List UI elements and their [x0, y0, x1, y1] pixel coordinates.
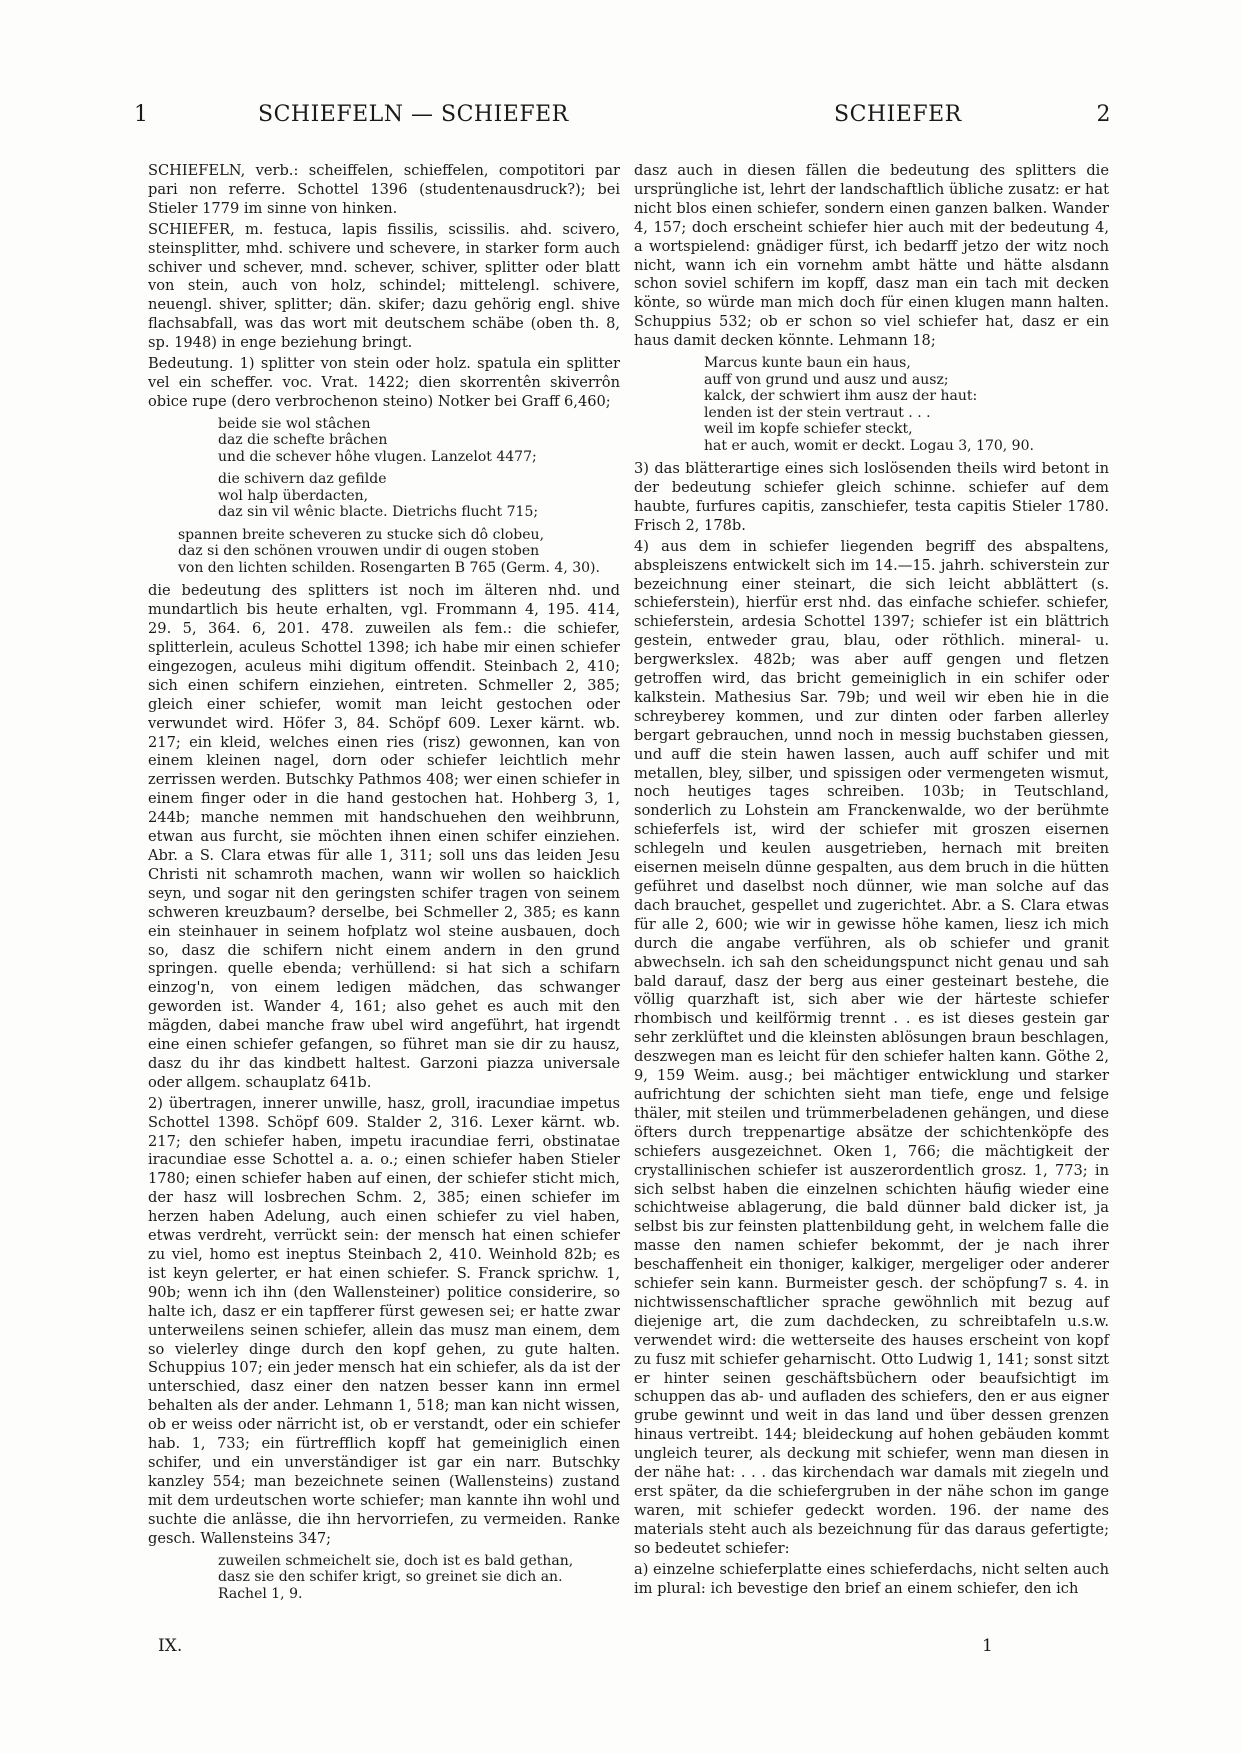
quote-lanzelot: beide sie wol stâchen daz die schefte brâchen und die schever hôhe vlugen. Lanzelot 4477;: [218, 415, 537, 465]
meaning-2-continued: dasz auch in diesen fällen die bedeutung des splitters die ursprüngliche ist, lehrt der landschaftlich übliche zusatz: er hat nicht blos einen schiefer, sondern einen ganzen balken. Wander 4, 157; doch erscheint schiefer hier auch mit der bedeutung 4, a wortspielend: gnädiger fürst, ich bedarff jetzo der witz noch nicht, wann ich ein vornehm ambt hätte und hätte alsdann schon soviel schifern im kopff, dasz man ein tach mit decken könte, so würde man mich doch für einen klugen mann halten. Schuppius 532; ob er schon so viel schiefer hat, dasz er ein haus damit decken könnte. Lehmann 18;: [634, 162, 1109, 350]
left-running-head: SCHIEFELN — SCHIEFER: [258, 102, 569, 127]
left-page-number: 1: [134, 102, 149, 127]
signature-mark: IX.: [158, 1636, 183, 1656]
meaning-4a: a) einzelne schieferplatte eines schieferdachs, nicht selten auch im plural: ich bevestige den brief an einem schiefer, den ich: [634, 1560, 1109, 1597]
page-header: [130, 102, 1111, 132]
right-column: [634, 162, 1109, 1598]
right-running-head: SCHIEFER: [834, 102, 962, 127]
meaning-3: 3) das blätterartige eines sich loslösenden theils wird betont in der bedeutung schiefer gleich schinne. schiefer auf dem haubte, furfures capitis, zanschiefer, testa capitis Stieler 1780. Frisch 2, 178b.: [634, 460, 1109, 534]
quote-logau: Marcus kunte baun ein haus, auff von grund und ausz und ausz; kalck, der schwiert ihm ausz der haut: lenden ist der stein vertraut . . . weil im kopfe schiefer steckt, hat er auch, womit er deckt. Logau 3, 170, 90.: [704, 355, 1034, 454]
meaning-4: 4) aus dem in schiefer liegenden begriff des abspaltens, abspleiszens entwickelt sich im 14.—15. jahrh. schiverstein zur bezeichnung einer steinart, die sich leicht abblättert (s. schieferstein), hierfür erst nhd. das einfache schiefer. schiefer, schieferstein, ardesia Schottel 1397; schiefer ist ein blättrich gestein, entweder grau, blau, oder röthlich. mineral- u. bergwerkslex. 482b; was aber auff gengen und fletzen getroffen wird, das bricht gemeiniglich in ein schifer oder kalkstein. Mathesius Sar. 79b; und weil wir eben hie in die schreyberey kommen, und zur dinten oder farben allerley bergart gebrauchen, unnd noch in messig buchstaben giessen, und auff die stein hawen lassen, auch auff schifer und mit metallen, bley, silber, und spissigen oder vermengeten wismut, noch heutiges tages schreiben. 103b; in Teutschland, sonderlich zu Lohstein am Franckenwalde, wo der berühmte schieferfels ist, wird der schiefer mit groszen eisernen schlegeln und keulen ausgetrieben, hernach mit breiten eisernen meiseln dünne gespalten, aus dem bruch in die hütten geführet und daselbst noch dünner, wie man solche auf das dach brauchet, gespellet und zugerichtet. Abr. a S. Clara etwas für alle 2, 600; wie wir in gewisse höhe kamen, liesz ich mich durch die angabe verführen, als ob schiefer und granit abwechseln. ich sah den scheidungspunct nicht genau und sah bald darauf, dasz der berg aus einer gesteinart bestehe, die völlig quarzhaft ist, sich aber wie der härteste schiefer rhombisch und keilförmig trennt . . es ist dieses gestein gar sehr zerklüftet und die kleinsten ablösungen braun beschlagen, deszwegen man es leicht für den schiefer halten kann. Göthe 2, 9, 159 Weim. ausg.; bei mächtiger entwicklung und starker aufrichtung der schichten sieht man tiefe, enge und felsige thäler, mit steilen und trümmerbeladenen gehängen, und diese öfters durch treppenartige absätze der schichtenköpfe des schiefers ausgezeichnet. Oken 1, 766; die mächtigkeit der crystallinischen schiefer ist auszerordentlich grosz. 1, 773; in sich selbst haben die einzelnen schichten häufig wieder eine schichtweise ablagerung, die bald dünner bald dicker ist, ja selbst bis zur feinsten plattenbildung geht, in welchem falle die masse den namen schiefer bekommt, der je nach ihrer beschaffenheit ein thoniger, kalkiger, mergeliger oder anderer schiefer sein kann. Burmeister gesch. der schöpfung7 s. 4. in nichtwissenschaftlicher sprache gewöhnlich mit bezug auf diejenige art, die zum dachdecken, zu schreibtafeln u.s.w. verwendet wird: die wetterseite des hauses erscheint von kopf zu fusz mit schiefer geharnischt. Otto Ludwig 1, 141; sonst sitzt er hinter seinen geschäftsbüchern oder beaufsichtigt im schuppen das ab- und aufladen des schiefers, den er aus eigner grube gewinnt und weit in das land und über dessen grenzen hinaus vertreibt. 144; bleideckung auf hohen gebäuden kommt ungleich teurer, als deckung mit schiefer, wenn man diesen in der nähe hat: . . . das kirchendach war damals mit ziegeln und erst später, da die schiefergruben in der nähe schon im gange waren, mit schiefer gedeckt worden. 196. der name des materials steht auch als bezeichnung für das daraus gefertigte; so bedeutet schiefer:: [634, 537, 1109, 1557]
entry-schiefeln: SCHIEFELN, verb.: scheiffelen, schieffelen, compotitori par pari non referre. Schottel 1396 (studentenausdruck?); bei Stieler 1779 im sinne von hinken.: [148, 162, 620, 217]
quote-rachel: zuweilen schmeichelt sie, doch ist es bald gethan, dasz sie den schifer krigt, so greinet sie dich an. Rachel 1, 9.: [218, 1552, 574, 1602]
entry-schiefer: SCHIEFER, m. festuca, lapis fissilis, scissilis. ahd. scivero, steinsplitter, mhd. schivere und schevere, in starker form auch schiver und schever, mnd. schever, schiver, splitter oder blatt von stein, auch von holz, schindel; mittelengl. schivere, neuengl. shiver, splitter; dän. skifer; dazu gehörig engl. shive flachsabfall, was das wort mit deutschem schäbe (oben th. 8, sp. 1948) in enge beziehung bringt.: [148, 220, 620, 352]
quote-rosengarten: spannen breite scheveren zu stucke sich dô clobeu, daz si den schönen vrouwen undir di ougen stoben von den lichten schilden. Rosengarten B 765 (Germ. 4, 30).: [178, 526, 600, 576]
sheet-number: 1: [982, 1636, 993, 1656]
meaning-1-continued: die bedeutung des splitters ist noch im älteren nhd. und mundartlich bis heute erhalten, vgl. Frommann 4, 195. 414, 29. 5, 364. 6, 201. 478. zuweilen als fem.: die schiefer, splitterlein, aculeus Schottel 1398; ich habe mir einen schiefer eingezogen, aculeus mihi digitum offendit. Steinbach 2, 410; sich einen schifern einziehen, eintreten. Schmeller 2, 385; gleich einer schiefer, womit man leicht gestochen oder verwundet wird. Höfer 3, 84. Schöpf 609. Lexer kärnt. wb. 217; ein kleid, welches einen ries (risz) gewonnen, kan von einem kleinen nagel, dorn oder schiefer leichtlich mehr zerrissen werden. Butschky Pathmos 408; wer einen schiefer in einem finger oder in die hand gestochen hat. Hohberg 3, 1, 244b; manche nemmen mit handschuehen den weihbrunn, etwan aus furcht, sie möchten ihnen einen schifer einziehen. Abr. a S. Clara etwas für alle 1, 311; soll uns das leiden Jesu Christi nit schamroth machen, wann wir wollen so haicklich seyn, und sogar nit den geringsten schifer tragen von seinem schweren kreuzbaum? derselbe, bei Schmeller 2, 385; es kann ein steinhauer in seinem hofplatz wol steine ausbauen, doch so, dasz die schifern nicht einem andern in den grund springen. quelle ebenda; verhüllend: si hat sich a schifarn einzog'n, von einem ledigen mädchen, das schwanger geworden ist. Wander 4, 161; also gehet es auch mit den mägden, dabei manche fraw ubel wird angeführt, hat irgendt eine einen schiefer gefangen, so führet man sie dir zu hausz, dasz du ihr das kindbett haltest. Garzoni piazza universale oder allgem. schauplatz 641b.: [148, 582, 620, 1091]
meaning-2: 2) übertragen, innerer unwille, hasz, groll, iracundiae impetus Schottel 1398. Schöpf 609. Stalder 2, 316. Lexer kärnt. wb. 217; den schiefer haben, impetu iracundiae ferri, obstinatae iracundiae esse Schottel a. a. o.; einen schiefer haben Stieler 1780; einen schiefer haben auf einen, der schiefer sticht mich, der hasz will losbrechen Schm. 2, 385; einen schiefer im herzen haben Adelung, auch einen schiefer zu viel haben, etwas verdreht, verrückt sein: der mensch hat einen schiefer zu viel, homo est ineptus Steinbach 2, 410. Weinhold 82b; es ist keyn gelerter, er hat einen schiefer. S. Franck sprichw. 1, 90b; wenn ich ihn (den Wallensteiner) politice considerire, so halte ich, dasz er ein tapfferer fürst gewesen sei; er hatte zwar unterweilens seinen schiefer, allein das musz man einem, dem so vielerley dinge durch den kopf gehen, zu gute halten. Schuppius 107; ein jeder mensch hat ein schiefer, als da ist der unterschied, dasz einer den natzen besser kann inn ermel behalten als der ander. Lehmann 1, 518; man kan nicht wissen, ob er weiss oder närricht ist, ob er verstandt, oder ein schiefer hab. 1, 733; ein fürtrefflich kopff hat gemeiniglich einen schifer, und ein unverständiger ist gar ein narr. Butschky kanzley 554; man bezeichnete seinen (Wallensteins) zustand mit dem urdeutschen worte schiefer; man kannte ihn wohl und suchte die anlässe, die ihn hervorriefen, zu vermeiden. Ranke gesch. Wallensteins 347;: [148, 1094, 620, 1547]
left-column: [148, 162, 620, 1608]
right-page-number: 2: [1096, 102, 1111, 127]
meaning-1: Bedeutung. 1) splitter von stein oder holz. spatula ein splitter vel ein scheffer. voc. Vrat. 1422; dien skorrentên skiverrôn obice rupe (dero verbrochenon steino) Notker bei Graff 6,460;: [148, 355, 620, 410]
quote-dietrichs-flucht: die schivern daz gefilde wol halp überdacten, daz sin vil wênic blacte. Dietrichs flucht 715;: [218, 471, 539, 521]
